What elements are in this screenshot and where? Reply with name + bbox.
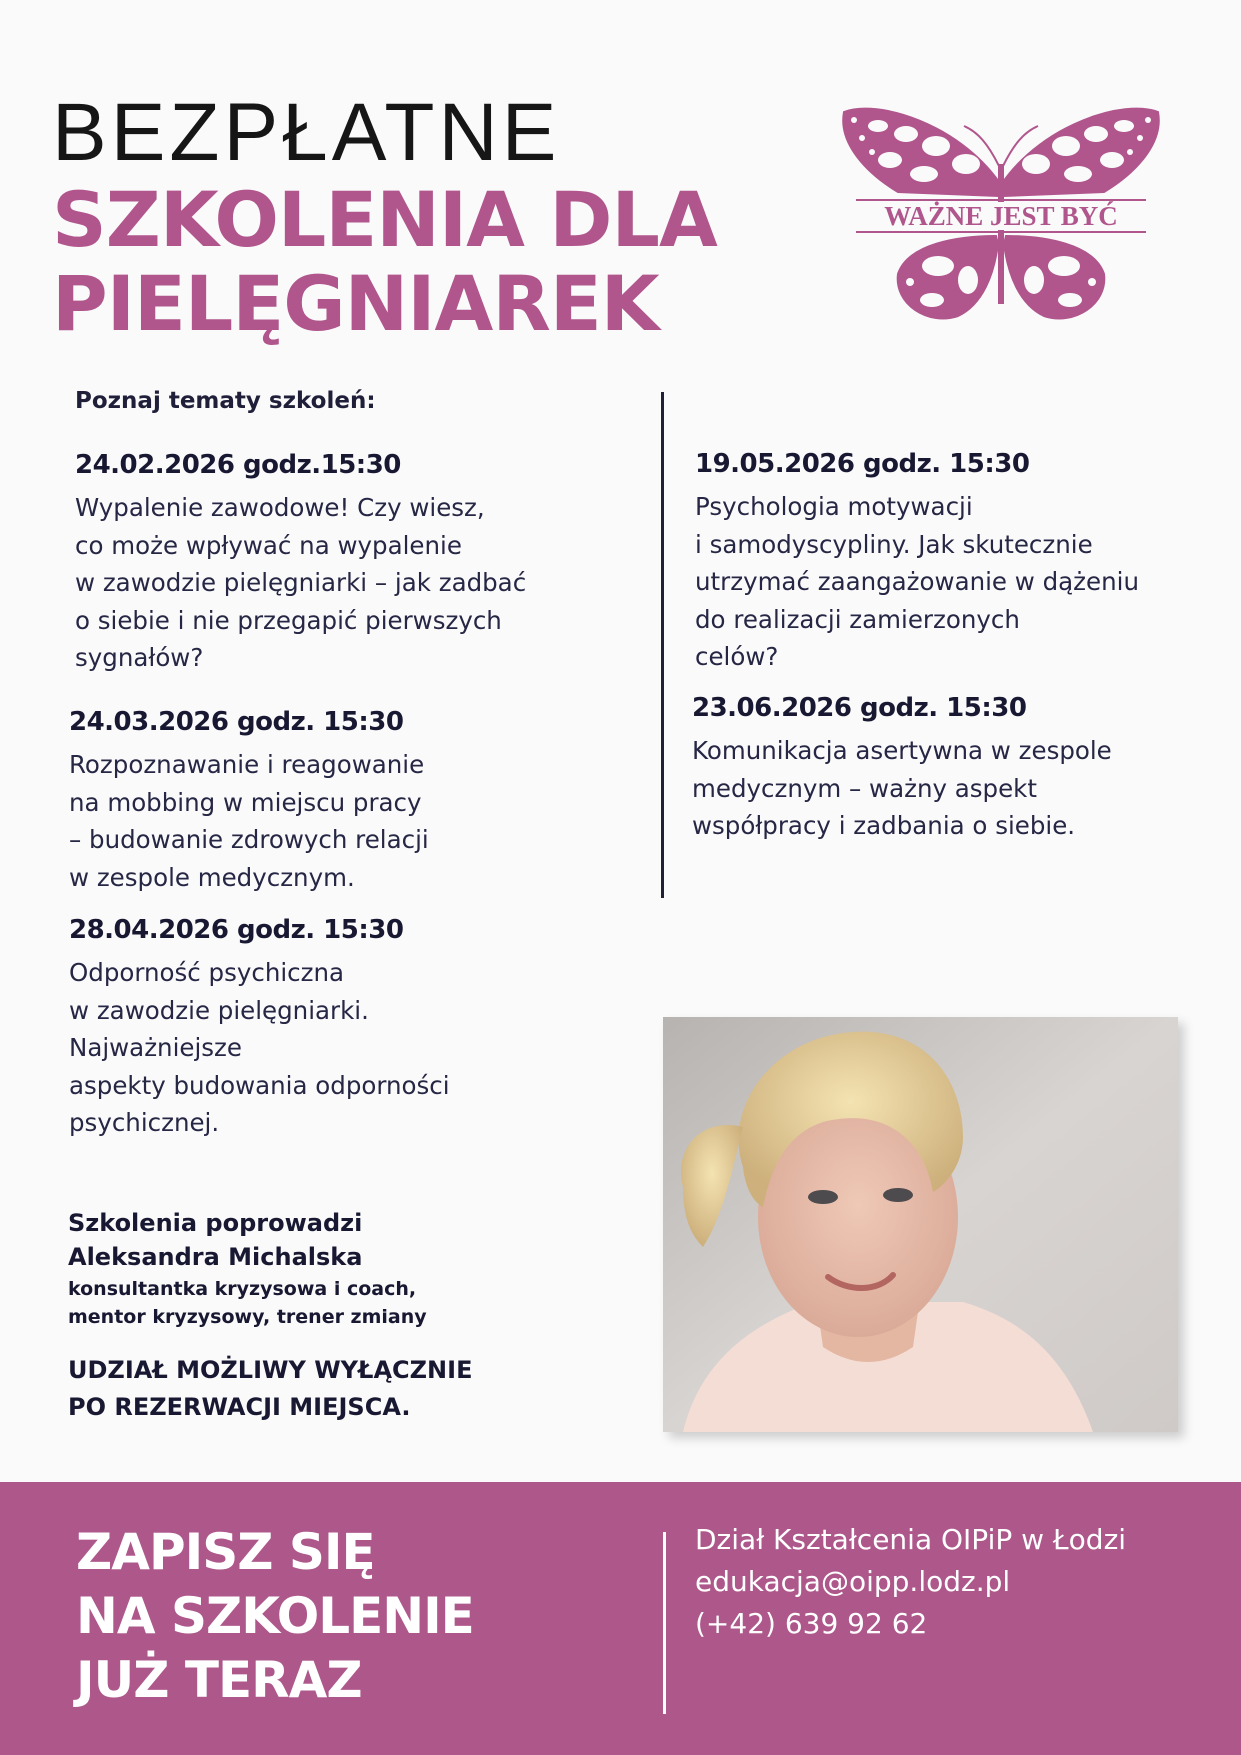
contact-info (695, 1519, 1126, 1645)
speaker-role: mentor kryzysowy, trener zmiany (68, 1306, 427, 1328)
contact-email[interactable]: edukacja@oipp.lodz.pl (695, 1565, 1011, 1598)
contact-department: Dział Kształcenia OIPiP w Łodzi (695, 1523, 1127, 1556)
contact-phone[interactable]: (+42) 639 92 62 (695, 1607, 928, 1640)
title-line-1: BEZPŁATNE (52, 87, 561, 178)
notice-line: PO REZERWACJI MIEJSCA. (68, 1393, 411, 1421)
desc-line: Wypalenie zawodowe! Czy wiesz, (75, 493, 485, 522)
session-date: 23.06.2026 godz. 15:30 (692, 693, 1027, 723)
desc-line: Rozpoznawanie i reagowanie (69, 750, 425, 779)
title-line-3: PIELĘGNIAREK (52, 259, 659, 348)
desc-line: sygnałów? (75, 643, 204, 672)
desc-line: Psychologia motywacji (695, 492, 973, 521)
session-date: 19.05.2026 godz. 15:30 (695, 449, 1030, 479)
desc-line: w zawodzie pielęgniarki – jak zadbać (75, 568, 527, 597)
notice-line: UDZIAŁ MOŻLIWY WYŁĄCZNIE (68, 1356, 473, 1384)
desc-line: Komunikacja asertywna w zespole (692, 736, 1112, 765)
desc-line: celów? (695, 642, 779, 671)
speaker-intro: Szkolenia poprowadzi (68, 1209, 363, 1237)
butterfly-logo (838, 104, 1164, 330)
session-2 (69, 707, 429, 896)
cta-line: NA SZKOLENIE (76, 1587, 474, 1645)
cta-line: ZAPISZ SIĘ (76, 1523, 375, 1581)
title-main (52, 175, 717, 348)
desc-line: aspekty budowania odporności (69, 1070, 450, 1100)
cta-line: JUŻ TERAZ (76, 1651, 362, 1709)
desc-line: psychicznej. (69, 1108, 220, 1137)
desc-line: współpracy i zadbania o siebie. (692, 811, 1076, 840)
desc-line: o siebie i nie przegapić pierwszych (75, 605, 502, 635)
session-date: 28.04.2026 godz. 15:30 (69, 915, 404, 945)
speaker-role: konsultantka kryzysowa i coach, (68, 1278, 417, 1300)
desc-line: medycznym – ważny aspekt (692, 773, 1037, 803)
desc-line: co może wpływać na wypalenie (75, 530, 462, 560)
desc-line: utrzymać zaangażowanie w dążeniu (695, 567, 1139, 596)
desc-line: do realizacji zamierzonych (695, 604, 1020, 634)
speaker-roles (68, 1275, 427, 1331)
speaker-heading (68, 1206, 362, 1274)
session-description (692, 732, 1112, 845)
session-description (75, 489, 526, 677)
session-3 (69, 915, 450, 1142)
desc-line: w zawodzie pielęgniarki. (69, 995, 369, 1025)
desc-line: Odporność psychiczna (69, 958, 345, 987)
logo-text: WAŻNE JEST BYĆ (884, 201, 1118, 231)
desc-line: – budowanie zdrowych relacji (69, 825, 429, 854)
session-date: 24.02.2026 godz.15:30 (75, 450, 401, 480)
session-1 (75, 450, 526, 677)
column-divider (661, 392, 664, 898)
session-description (695, 488, 1139, 676)
session-date: 24.03.2026 godz. 15:30 (69, 707, 404, 737)
desc-line: Najważniejsze (69, 1033, 242, 1062)
signup-cta[interactable] (76, 1520, 474, 1712)
desc-line: i samodyscypliny. Jak skutecznie (695, 529, 1093, 559)
footer-divider (663, 1532, 666, 1714)
speaker-name: Aleksandra Michalska (68, 1243, 363, 1271)
session-description (69, 746, 429, 896)
speaker-photo (663, 1017, 1178, 1432)
title-line-2: SZKOLENIA DLA (52, 175, 717, 264)
session-4 (695, 449, 1139, 676)
session-5 (692, 693, 1112, 845)
reservation-notice (68, 1352, 472, 1426)
desc-line: na mobbing w miejscu pracy (69, 787, 422, 817)
session-description (69, 954, 450, 1142)
desc-line: w zespole medycznym. (69, 862, 355, 892)
topics-intro: Poznaj tematy szkoleń: (75, 388, 376, 414)
